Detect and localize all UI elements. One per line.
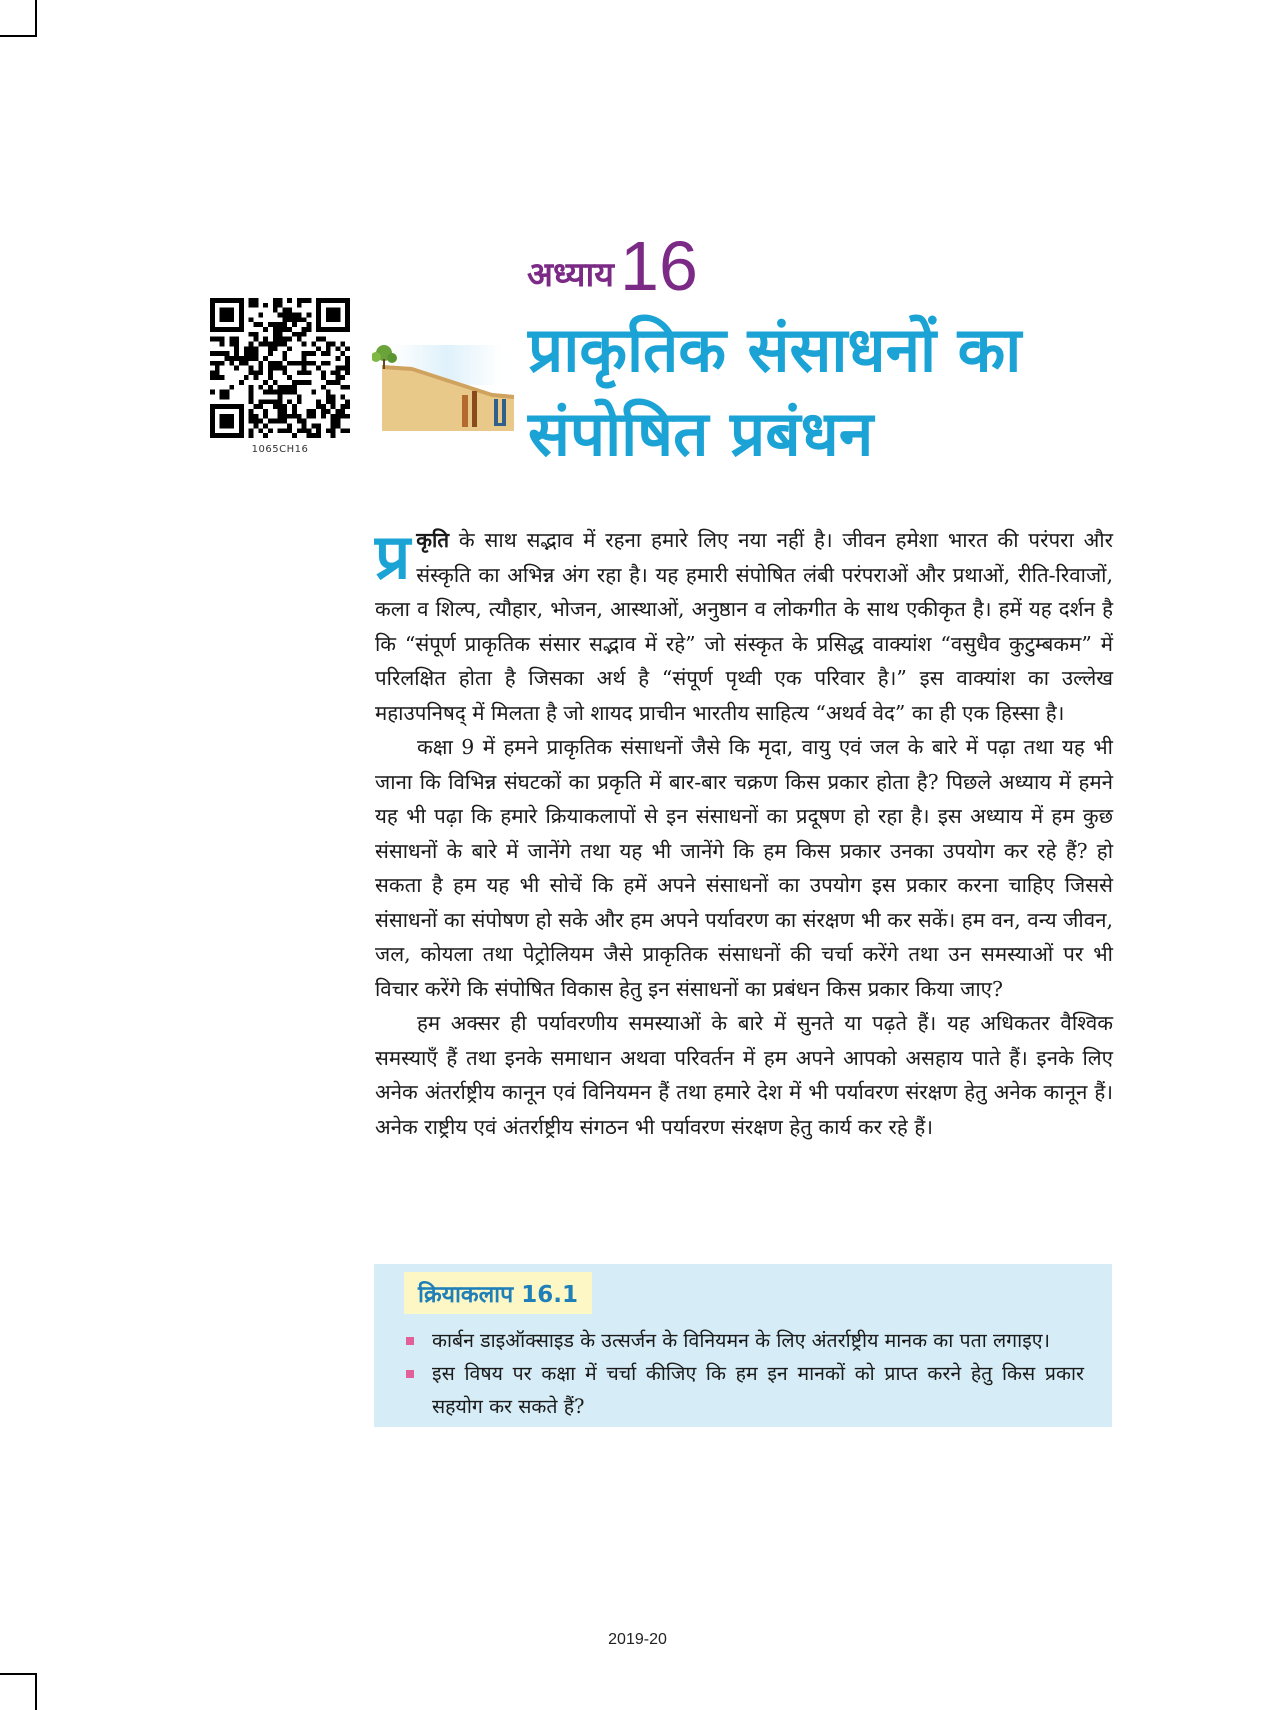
activity-list	[404, 1324, 1084, 1423]
activity-title: क्रियाकलाप 16.1	[404, 1272, 592, 1314]
list-item	[404, 1357, 1084, 1423]
chapter-number: 16	[620, 227, 698, 305]
crop-mark-bottom-left-h	[0, 1673, 37, 1675]
paragraph-1-text: के साथ सद्भाव में रहना हमारे लिए नया नहीं है। जीवन हमेशा भारत की परंपरा और संस्कृति का अभिन्न अंग रहा है। यह हमारी संपोषित लंबी परंपराओं और प्रथाओं, रीति-रिवाजों, कला व शिल्प, त्यौहार, भोजन, आस्थाओं, अनुष्ठान व लोकगीत के साथ एकीकृत है। हमें यह दर्शन है कि “संपूर्ण प्राकृतिक संसार सद्भाव में रहे” जो संस्कृत के प्रसिद्ध वाक्यांश “वसुधैव कुटुम्बकम” में परिलक्षित होता है जिसका अर्थ है “संपूर्ण पृथ्वी एक परिवार है।” इस वाक्यांश का उल्लेख महाउपनिषद् में मिलता है जो शायद प्राचीन भारतीय साहित्य “अथर्व वेद” का ही एक हिस्सा है।	[375, 528, 1113, 725]
activity-item-text: इस विषय पर कक्षा में चर्चा कीजिए कि हम इन मानकों को प्राप्त करने हेतु किस प्रकार सहयोग कर सकते हैं?	[432, 1362, 1084, 1418]
crop-mark-top-left-v	[35, 0, 37, 37]
qr-code-block	[210, 298, 350, 455]
chapter-heading	[527, 226, 698, 306]
lead-word: कृति	[416, 528, 450, 552]
qr-code-label: 1065CH16	[251, 444, 309, 455]
crop-mark-bottom-left-v	[35, 1673, 37, 1710]
landscape-illustration-icon	[372, 345, 514, 431]
drop-cap: प्र	[375, 520, 411, 593]
bullet-square-icon	[406, 1337, 414, 1345]
chapter-title: प्राकृतिक संसाधनों का संपोषित प्रबंधन	[528, 313, 1022, 470]
list-item	[404, 1324, 1084, 1357]
paragraph-3: हम अक्सर ही पर्यावरणीय समस्याओं के बारे में सुनते या पढ़ते हैं। यह अधिकतर वैश्विक समस्याएँ हैं तथा इनके समाधान अथवा परिवर्तन में हम अपने आपको असहाय पाते हैं। इनके लिए अनेक अंतर्राष्ट्रीय कानून एवं विनियमन हैं तथा हमारे देश में भी पर्यावरण संरक्षण हेतु अनेक कानून हैं। अनेक राष्ट्रीय एवं अंतर्राष्ट्रीय संगठन भी पर्यावरण संरक्षण हेतु कार्य कर रहे हैं।	[375, 1011, 1113, 1139]
body-text	[375, 520, 1113, 1144]
paragraph-1	[375, 520, 1113, 730]
activity-box	[374, 1264, 1112, 1427]
crop-mark-top-left-h	[0, 35, 37, 37]
page-footer-year: 2019-20	[608, 1631, 667, 1648]
activity-item-text: कार्बन डाइऑक्साइड के उत्सर्जन के विनियमन के लिए अंतर्राष्ट्रीय मानक का पता लगाइए।	[432, 1329, 1050, 1352]
paragraph-2: कक्षा 9 में हमने प्राकृतिक संसाधनों जैसे कि मृदा, वायु एवं जल के बारे में पढ़ा तथा यह भी जाना कि विभिन्न संघटकों का प्रकृति में बार-बार चक्रण किस प्रकार होता है? पिछले अध्याय में हमने यह भी पढ़ा कि हमारे क्रियाकलापों से इन संसाधनों का प्रदूषण हो रहा है। इस अध्याय में हम कुछ संसाधनों के बारे में जानेंगे तथा यह भी जानेंगे कि हम किस प्रकार उनका उपयोग कर रहे हैं? हो सकता है हम यह भी सोचें कि हमें अपने संसाधनों का उपयोग इस प्रकार करना चाहिए जिससे संसाधनों का संपोषण हो सके और हम अपने पर्यावरण का संरक्षण भी कर सकें। हम वन, वन्य जीवन, जल, कोयला तथा पेट्रोलियम जैसे प्राकृतिक संसाधनों की चर्चा करेंगे तथा उन समस्याओं पर भी विचार करेंगे कि संपोषित विकास हेतु इन संसाधनों का प्रबंधन किस प्रकार किया जाए?	[375, 735, 1113, 1001]
bullet-square-icon	[406, 1370, 414, 1378]
chapter-label: अध्याय	[527, 255, 615, 295]
qr-code-icon	[210, 298, 350, 438]
